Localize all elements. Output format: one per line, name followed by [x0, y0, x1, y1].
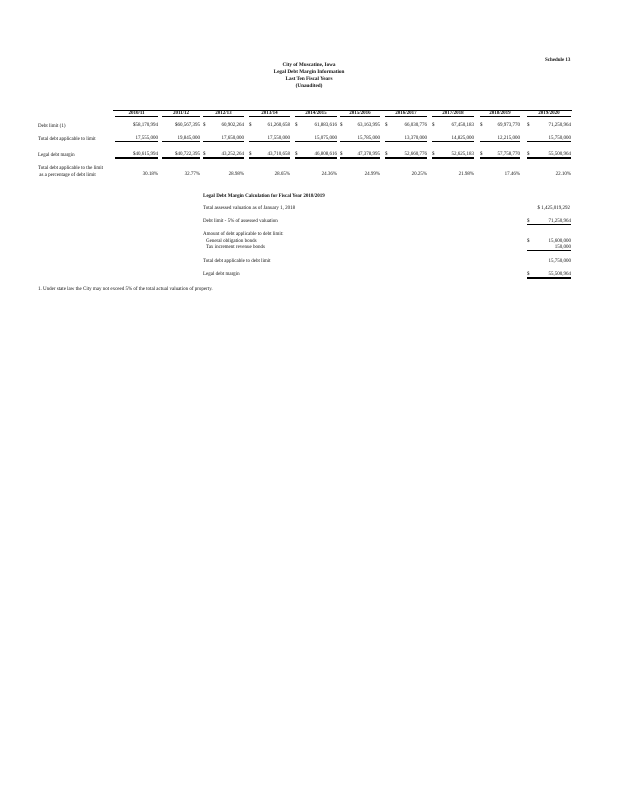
- column-header: 2015/2016: [340, 111, 380, 117]
- dollar-sign: $: [249, 152, 252, 157]
- table-cell: [115, 152, 158, 159]
- go-bonds-amount: 15,600,000: [548, 239, 571, 244]
- limit-value: [527, 219, 571, 225]
- report-title-city: City of Muscatine, Iowa: [282, 62, 336, 68]
- row-label: Total debt applicable to the limit as a percentage of debt limit: [38, 166, 104, 178]
- cell-value: 17,650,000: [221, 136, 244, 141]
- cell-value: 47,378,995: [357, 152, 380, 157]
- table-cell: [385, 172, 427, 177]
- schedule-label: Schedule 13: [545, 58, 571, 63]
- cell-value: 69,973,770: [497, 123, 520, 128]
- cell-value: 71,250,964: [548, 123, 571, 128]
- table-cell: [432, 172, 474, 177]
- table-cell: [249, 136, 290, 142]
- dollar-sign: $: [203, 152, 206, 157]
- cell-value: $40,615,994: [133, 152, 158, 157]
- table-cell: [162, 136, 200, 142]
- column-header: 2018/2019: [480, 111, 520, 117]
- dollar-sign: $: [527, 239, 530, 244]
- table-cell: [340, 152, 380, 159]
- cell-value: 12,215,000: [497, 136, 520, 141]
- table-cell: [295, 123, 337, 128]
- table-cell: [480, 136, 520, 142]
- column-header: 2011/12: [162, 111, 200, 117]
- cell-value: 55,500,964: [548, 152, 571, 157]
- row-label: Legal debt margin: [38, 153, 75, 158]
- limit-amount: 71,250,964: [548, 219, 571, 224]
- cell-value: 67,450,183: [451, 123, 474, 128]
- table-cell: [527, 152, 571, 159]
- table-cell: [385, 136, 427, 142]
- cell-value: 52,625,183: [451, 152, 474, 157]
- column-header: 2019/2020: [527, 111, 571, 117]
- column-header: 2012/13: [203, 111, 244, 117]
- amount-label: Amount of debt applicable to debt limit:: [203, 232, 284, 237]
- calc-heading: Legal Debt Margin Calculation for Fiscal Year 2018/2019: [203, 194, 325, 199]
- table-cell: [203, 136, 244, 142]
- table-cell: [295, 152, 337, 159]
- table-cell: [203, 172, 244, 177]
- assessed-label: Total assessed valuation as of January 1, 2018: [203, 206, 296, 211]
- cell-value: $58,170,994: [133, 123, 158, 128]
- table-cell: [162, 152, 200, 159]
- table-cell: [527, 136, 571, 142]
- row-label: Debt limit (1): [38, 124, 66, 129]
- cell-value: 61,260,658: [267, 123, 290, 128]
- cell-value: 24.36%: [321, 172, 337, 177]
- table-cell: [249, 152, 290, 159]
- table-cell: [432, 123, 474, 128]
- table-cell: [480, 152, 520, 159]
- cell-value: 32.77%: [184, 172, 200, 177]
- dollar-sign: $: [527, 272, 530, 277]
- cell-value: 19,845,000: [177, 136, 200, 141]
- cell-value: 60,902,264: [221, 123, 244, 128]
- report-subtitle: Last Ten Fiscal Years: [285, 76, 333, 82]
- column-header: 2013/14: [249, 111, 290, 117]
- cell-value: 43,252,264: [221, 152, 244, 157]
- go-bonds-label: General obligation bonds: [206, 239, 257, 244]
- cell-value: 17.46%: [504, 172, 520, 177]
- table-cell: [295, 136, 337, 142]
- cell-value: 15,750,000: [548, 136, 571, 141]
- table-cell: [115, 123, 158, 128]
- dollar-sign: $: [203, 123, 206, 128]
- total-debt-value: 15,750,000: [548, 259, 571, 264]
- cell-value: 22.10%: [555, 172, 571, 177]
- dollar-sign: $: [340, 123, 343, 128]
- cell-value: 28.65%: [274, 172, 290, 177]
- dollar-sign: $: [385, 123, 388, 128]
- cell-value: 66,030,776: [404, 123, 427, 128]
- table-cell: [249, 123, 290, 128]
- cell-value: 46,808,616: [314, 152, 337, 157]
- table-cell: [480, 172, 520, 177]
- cell-value: 43,710,658: [267, 152, 290, 157]
- table-cell: [385, 152, 427, 159]
- dollar-sign: $: [432, 152, 435, 157]
- cell-value: $40,722,395: [175, 152, 200, 157]
- cell-value: 15,075,000: [314, 136, 337, 141]
- cell-value: $60,567,395: [175, 123, 200, 128]
- limit-label: Debt limit - 5% of assessed valuation: [203, 219, 278, 224]
- dollar-sign: $: [340, 152, 343, 157]
- dollar-sign: $: [527, 123, 530, 128]
- go-bonds-value: [527, 239, 571, 244]
- table-cell: [162, 123, 200, 128]
- dollar-sign: $: [249, 123, 252, 128]
- cell-value: 57,758,770: [497, 152, 520, 157]
- dollar-sign: $: [385, 152, 388, 157]
- cell-value: 24.99%: [364, 172, 380, 177]
- cell-value: 15,785,000: [357, 136, 380, 141]
- column-header: 2010/11: [115, 111, 158, 117]
- dollar-sign: $: [527, 219, 530, 224]
- tif-bonds-label: Tax increment revenue bonds: [206, 245, 265, 250]
- total-debt-label: Total debt applicable to debt limit: [203, 259, 271, 264]
- report-unaudited: (Unaudited): [295, 83, 323, 89]
- margin-label: Legal debt margin: [203, 272, 240, 277]
- cell-value: 52,660,776: [404, 152, 427, 157]
- dollar-sign: $: [432, 123, 435, 128]
- table-cell: [527, 123, 571, 128]
- margin-amount: 55,500,964: [548, 272, 571, 277]
- cell-value: 61,883,616: [314, 123, 337, 128]
- table-cell: [295, 172, 337, 177]
- dollar-sign: $: [480, 152, 483, 157]
- table-cell: [527, 172, 571, 177]
- table-cell: [203, 123, 244, 128]
- tif-bonds-value: 150,000: [527, 245, 571, 251]
- table-cell: [432, 152, 474, 159]
- cell-value: 30.18%: [142, 172, 158, 177]
- cell-value: 13,370,000: [404, 136, 427, 141]
- cell-value: 63,163,995: [357, 123, 380, 128]
- table-cell: [385, 123, 427, 128]
- table-cell: [162, 172, 200, 177]
- assessed-value: $ 1,425,019,292: [537, 206, 570, 211]
- table-cell: [203, 152, 244, 159]
- column-header: 2016/2017: [385, 111, 427, 117]
- table-cell: [115, 172, 158, 177]
- table-cell: [432, 136, 474, 142]
- cell-value: 17,555,000: [135, 136, 158, 141]
- table-cell: [340, 172, 380, 177]
- table-cell: [340, 136, 380, 142]
- cell-value: 28.98%: [228, 172, 244, 177]
- table-cell: [249, 172, 290, 177]
- dollar-sign: $: [295, 152, 298, 157]
- footnote: 1. Under state law the City may not exceed 5% of the total actual valuation of property.: [38, 287, 213, 292]
- dollar-sign: $: [295, 123, 298, 128]
- table-cell: [480, 123, 520, 128]
- table-cell: [115, 136, 158, 142]
- column-header: 2014/2015: [295, 111, 337, 117]
- row-label: Total debt applicable to limit: [38, 137, 96, 142]
- margin-value: [527, 272, 571, 279]
- cell-value: 17,550,000: [267, 136, 290, 141]
- column-header: 2017/2018: [432, 111, 474, 117]
- cell-value: 21.98%: [458, 172, 474, 177]
- dollar-sign: $: [527, 152, 530, 157]
- cell-value: 14,825,000: [451, 136, 474, 141]
- cell-value: 20.25%: [411, 172, 427, 177]
- table-cell: [340, 123, 380, 128]
- report-title: Legal Debt Margin Information: [273, 69, 345, 75]
- dollar-sign: $: [480, 123, 483, 128]
